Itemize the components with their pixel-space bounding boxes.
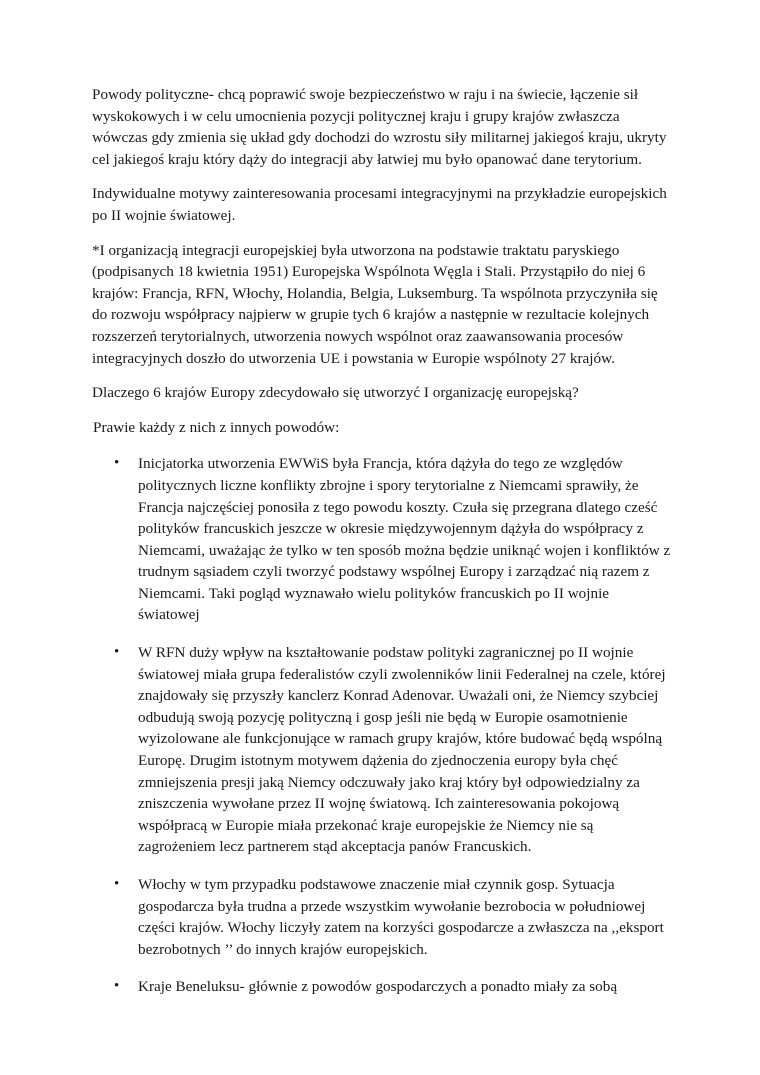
bullet-icon: • xyxy=(114,978,120,995)
list-item-benelux xyxy=(92,976,672,998)
list-item-france xyxy=(92,453,672,626)
bullet-icon: • xyxy=(114,876,120,892)
bullet-icon: • xyxy=(114,644,120,661)
list-item-text: Włochy w tym przypadku podstawowe znaczenie miał czynnik gosp. Sytuacja gospodarcza była trudna a przede wszystkim wywołanie bezrobocia w południowej części krajów. Włochy liczyły zatem na korzyści gospodarcze a zwłaszcza na ,,eksport bezrobotnych ’’ do innych krajów europejskich. xyxy=(138,876,664,958)
list-item-text: Kraje Beneluksu- głównie z powodów gospodarczych a ponadto miały za sobą xyxy=(138,978,618,996)
list-item-rfn xyxy=(92,642,672,858)
paragraph-political-reasons: Powody polityczne- chcą poprawić swoje bezpieczeństwo w raju i na świecie, łączenie sił wyskokowych i w celu umocnienia pozycji politycznej kraju i grupy krajów zwłaszcza wówczas gdy zmienia się układ gdy dochodzi do wzrostu siły militarnej jakiegoś kraju, ukryty cel jakiegoś kraju który dąży do integracji aby łatwiej mu było opanować dane terytorium. xyxy=(92,86,667,168)
list-item-italy xyxy=(92,874,672,960)
paragraph-individual-motives: Indywidualne motywy zainteresowania procesami integracyjnymi na przykładzie europejskich po II wojnie światowej. xyxy=(92,185,667,224)
list-item-text: Inicjatorka utworzenia EWWiS była Francja, która dążyła do tego ze względów politycznych liczne konflikty zbrojne i spory terytorialne z Niemcami sprawiły, że Francja najczęściej ponosiła z tego powodu koszty. Czuła się przegrana dlatego cześć polityków francuskich jeszcze w okresie międzywojennym dążyła do współpracy z Niemcami, uważając że tylko w ten sposób można będzie uniknąć wojen i konfliktów z trudnym sąsiadem czyli tworzyć podstawy wspólnej Europy i zarządzać nią razem z Niemcami. Taki pogląd wyznawało wielu polityków francuskich po II wojnie światowej xyxy=(138,455,671,624)
paragraph-first-organization: *I organizacją integracji europejskiej była utworzona na podstawie traktatu paryskiego (podpisanych 18 kwietnia 1951) Europejska Wspólnota Węgla i Stali. Przystąpiło do niej 6 krajów: Francja, RFN, Włochy, Holandia, Belgia, Luksemburg. Ta wspólnota przyczyniła się do rozwoju współpracy najpierw w grupie tych 6 krajów a następnie w rezultacie kolejnych rozszerzeń terytorialnych, utworzenia nowych wspólnot oraz zaawansowania procesów integracyjnych doszło do utworzenia UE i powstania w Europie wspólnoty 27 krajów. xyxy=(92,241,658,367)
bullet-list xyxy=(92,453,672,998)
bullet-icon: • xyxy=(114,455,120,472)
document-page xyxy=(92,84,672,1014)
list-item-text: W RFN duży wpływ na kształtowanie podstaw polityki zagranicznej po II wojnie światowej miała grupa federalistów czyli zwolenników linii Federalnej na czele, której znajdowały się przyszły kanclerz Konrad Adenovar. Uważali oni, że Niemcy szybciej odbudują swoją pozycję polityczną i gosp jeśli nie będą w Europie osamotnienie wyizolowane ale funkcjonujące w ramach grupy krajów, które budować będą wspólną Europę. Drugim istotnym motywem dążenia do zjednoczenia europy była chęć zmniejszenia presji jaką Niemcy odczuwały jako kraj który był odpowiedzialny za zniszczenia wywołane przez II wojnę światową. Ich zainteresowania pokojową współpracą w Europie miała przekonać kraje europejskie że Niemcy nie są zagrożeniem lecz partnerem stąd akceptacja panów Francuskich. xyxy=(138,644,666,856)
paragraph-question: Dlaczego 6 krajów Europy zdecydowało się utworzyć I organizację europejską? xyxy=(92,384,579,402)
paragraph-intro: Prawie każdy z nich z innych powodów: xyxy=(93,418,340,436)
